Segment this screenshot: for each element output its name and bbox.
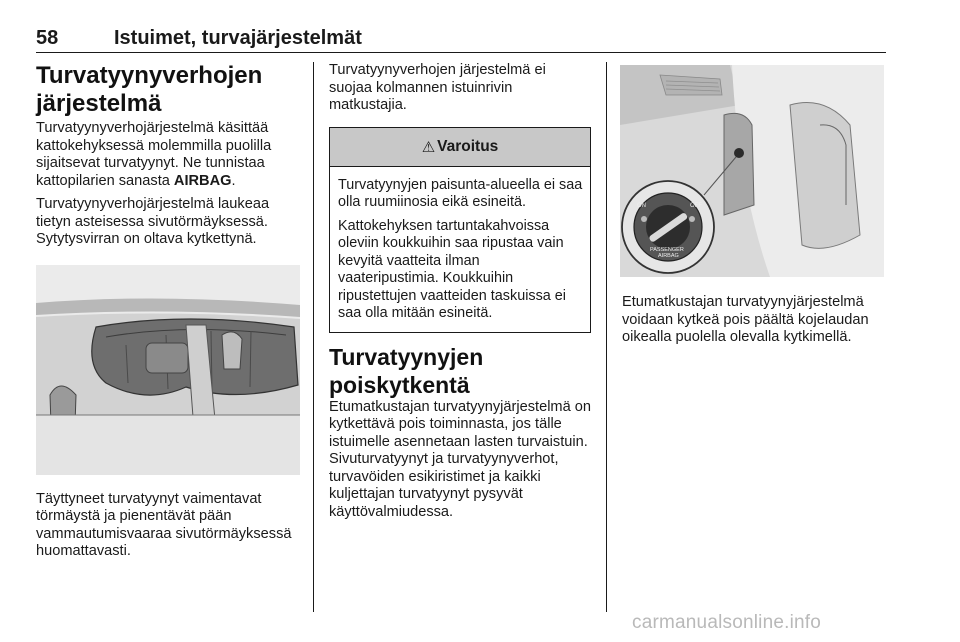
warning-header: [330, 128, 590, 167]
column-right: [622, 62, 886, 347]
column-divider: [313, 62, 314, 612]
section-heading-curtain-airbags: Turvatyynyverhojen järjestelmä: [36, 62, 263, 117]
switch-label-airbag: AIRBAG: [658, 253, 679, 259]
paragraph: Turvatyynyverhojärjestelmä laukeaa tietyn asteisessa sivutörmäyksessä. Sytytysvirran on oltava kytkettynä.: [36, 196, 270, 247]
paragraph-end: .: [231, 172, 236, 189]
curtain-airbag-illustration: [36, 265, 300, 475]
watermark: carmanualsonline.info: [632, 612, 822, 633]
column-divider: [606, 62, 607, 612]
paragraph: [36, 120, 300, 190]
paragraph-text: Turvatyynyverhojärjestelmä käsittää kattokehyksessä molemmilla puolilla sijaitsevat turvatyynyt. Ne tunnistaa kattopilarien sanasta: [36, 120, 272, 189]
page-number: 58: [36, 27, 59, 49]
airbag-label: AIRBAG: [173, 172, 232, 189]
switch-label-on: ON: [637, 203, 646, 209]
airbag-off-icon: [689, 216, 695, 222]
paragraph: Turvatyynyverhojen järjestelmä ei suojaa kolmannen istuinrivin matkustajia.: [329, 62, 546, 113]
warning-box: [329, 127, 591, 333]
figure-caption: Täyttyneet turvatyynyt vaimentavat törmäystä ja pienentävät pään vammautumisvaaraa sivutörmäyksessä huomattavasti.: [36, 490, 292, 559]
warning-body: [330, 167, 590, 332]
warning-triangle-icon: ⚠: [421, 138, 436, 156]
airbag-on-icon: [641, 216, 647, 222]
warning-text: Turvatyynyjen paisunta-alueella ei saa olla ruumiinosia eikä esineitä.: [338, 176, 583, 210]
switch-label-off: OFF: [690, 203, 702, 209]
figure-caption: Etumatkustajan turvatyynyjärjestelmä voidaan kytkeä pois päältä kojelaudan oikealla puolella olevalla kytkimellä.: [622, 294, 869, 345]
section-heading-airbag-deactivation: Turvatyynyjen poiskytkentä: [329, 343, 484, 398]
airbag-switch-drawing: [620, 65, 884, 277]
page-header: [36, 24, 886, 53]
chapter-title: Istuimet, turvajärjestelmät: [114, 27, 362, 49]
column-left: [36, 62, 300, 561]
warning-text: Kattokehyksen tartuntakahvoissa oleviin koukkuihin saa ripustaa vain kevyitä vaatteita ilman vaateripustimia. Koukkuihin ripustettujen vaatteiden taskuissa ei saa olla mitään esineitä.: [338, 217, 566, 321]
airbag-switch-illustration: [620, 65, 884, 277]
curtain-airbag-drawing: [36, 265, 300, 475]
warning-title: Varoitus: [437, 137, 499, 155]
column-middle: [329, 62, 591, 521]
switch-label-passenger: PASSENGER: [650, 247, 684, 253]
paragraph: Etumatkustajan turvatyynyjärjestelmä on kytkettävä pois toiminnasta, jos tälle istuimelle asennetaan lasten turvaistuin. Sivuturvatyynyt ja turvatyynyverhot, turvavöiden esikiristimet ja kaikki kuljettajan turvatyynyt pysyvät käyttövalmiudessa.: [329, 398, 591, 520]
